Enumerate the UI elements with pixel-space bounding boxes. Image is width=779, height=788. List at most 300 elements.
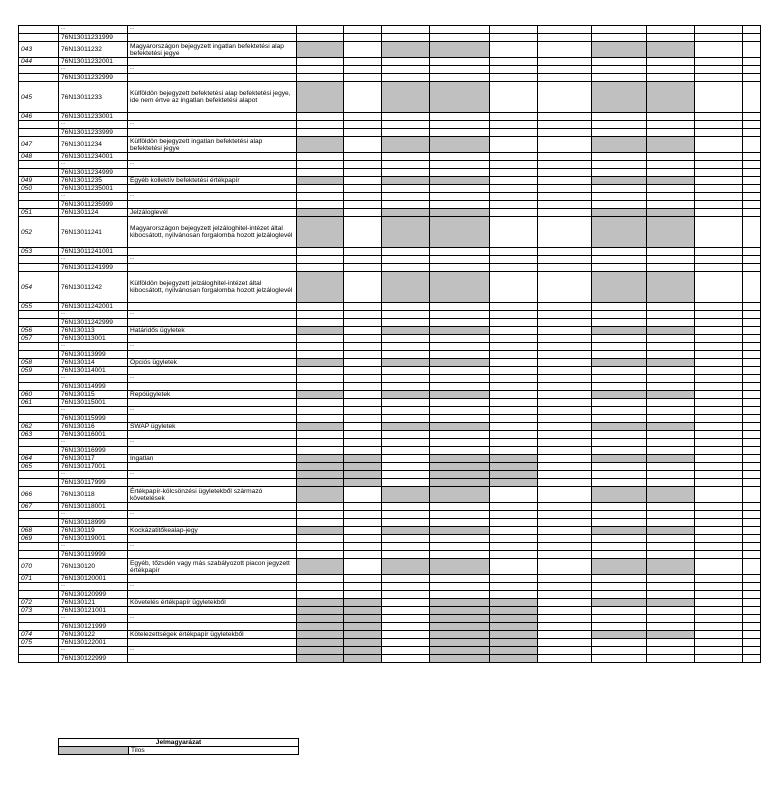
value-cell <box>382 519 430 527</box>
table-row <box>19 121 761 129</box>
row-code: 76N13011233999 <box>59 129 128 137</box>
value-cell <box>592 185 647 193</box>
row-code: 76N130119001 <box>59 535 128 543</box>
value-cell <box>490 519 538 527</box>
value-cell <box>743 209 761 217</box>
value-cell <box>297 559 344 575</box>
row-number: 051 <box>19 209 59 217</box>
row-number: 057 <box>19 335 59 343</box>
row-label: Külföldön bejegyzett ingatlan befektetési alap befektetési jegye <box>128 137 297 153</box>
value-cell <box>647 583 695 591</box>
row-label <box>128 335 297 343</box>
value-cell <box>430 583 490 591</box>
value-cell <box>297 631 344 639</box>
table-row <box>19 479 761 487</box>
value-cell <box>382 655 430 663</box>
value-cell <box>695 487 743 503</box>
value-cell <box>592 58 647 66</box>
value-cell <box>490 487 538 503</box>
row-code: 76N130117001 <box>59 463 128 471</box>
table-row-item <box>19 272 761 303</box>
row-code: 76N130120999 <box>59 591 128 599</box>
value-cell <box>344 639 382 647</box>
value-cell <box>743 543 761 551</box>
row-label <box>128 447 297 455</box>
value-cell <box>382 319 430 327</box>
row-code: 76N130115001 <box>59 399 128 407</box>
table-row <box>19 343 761 351</box>
value-cell <box>695 217 743 248</box>
value-cell <box>430 256 490 264</box>
value-cell <box>538 503 592 511</box>
value-cell <box>538 527 592 535</box>
value-cell <box>538 153 592 161</box>
value-cell <box>430 343 490 351</box>
value-cell <box>538 383 592 391</box>
value-cell <box>592 407 647 415</box>
value-cell <box>647 248 695 256</box>
value-cell <box>743 463 761 471</box>
value-cell <box>743 58 761 66</box>
value-cell <box>695 367 743 375</box>
value-cell <box>382 487 430 503</box>
row-number: 071 <box>19 575 59 583</box>
value-cell <box>490 383 538 391</box>
row-code: 76N13011233 <box>59 82 128 113</box>
value-cell <box>592 511 647 519</box>
value-cell <box>490 82 538 113</box>
row-code: 76N13011234999 <box>59 169 128 177</box>
value-cell <box>743 407 761 415</box>
value-cell <box>538 74 592 82</box>
row-label: ... <box>128 343 297 351</box>
value-cell <box>538 272 592 303</box>
value-cell <box>743 201 761 209</box>
value-cell <box>430 607 490 615</box>
value-cell <box>695 407 743 415</box>
row-code: 76N13011231999 <box>59 34 128 42</box>
row-label: Követelés értékpapír ügyletekből <box>128 599 297 607</box>
value-cell <box>592 311 647 319</box>
value-cell <box>297 193 344 201</box>
value-cell <box>344 351 382 359</box>
value-cell <box>592 655 647 663</box>
value-cell <box>297 113 344 121</box>
row-label: ... <box>128 583 297 591</box>
row-label: ... <box>128 439 297 447</box>
value-cell <box>297 599 344 607</box>
row-code: ... <box>59 511 128 519</box>
value-cell <box>297 415 344 423</box>
value-cell <box>695 399 743 407</box>
value-cell <box>297 527 344 535</box>
value-cell <box>430 463 490 471</box>
value-cell <box>538 439 592 447</box>
value-cell <box>743 272 761 303</box>
value-cell <box>695 129 743 137</box>
value-cell <box>382 415 430 423</box>
value-cell <box>647 519 695 527</box>
row-code: ... <box>59 583 128 591</box>
row-code: ... <box>59 311 128 319</box>
table-row <box>19 503 761 511</box>
value-cell <box>538 559 592 575</box>
value-cell <box>538 367 592 375</box>
value-cell <box>430 42 490 58</box>
table-row <box>19 655 761 663</box>
value-cell <box>592 455 647 463</box>
value-cell <box>490 319 538 327</box>
value-cell <box>647 34 695 42</box>
row-number <box>19 447 59 455</box>
value-cell <box>430 479 490 487</box>
value-cell <box>430 399 490 407</box>
value-cell <box>743 591 761 599</box>
value-cell <box>647 26 695 34</box>
row-label <box>128 479 297 487</box>
row-number <box>19 615 59 623</box>
legend-title: Jelmagyarázat <box>59 739 299 747</box>
value-cell <box>382 169 430 177</box>
value-cell <box>695 34 743 42</box>
value-cell <box>490 471 538 479</box>
value-cell <box>430 34 490 42</box>
value-cell <box>592 527 647 535</box>
row-label: Magyarországon bejegyzett ingatlan befektetési alap befektetési jegye <box>128 42 297 58</box>
value-cell <box>743 575 761 583</box>
row-label <box>128 591 297 599</box>
value-cell <box>344 193 382 201</box>
value-cell <box>592 303 647 311</box>
value-cell <box>538 129 592 137</box>
row-label <box>128 383 297 391</box>
value-cell <box>382 66 430 74</box>
value-cell <box>647 303 695 311</box>
row-code: 76N1301124 <box>59 209 128 217</box>
table-row <box>19 551 761 559</box>
row-number <box>19 623 59 631</box>
value-cell <box>592 551 647 559</box>
row-label: ... <box>128 193 297 201</box>
value-cell <box>647 161 695 169</box>
value-cell <box>382 256 430 264</box>
value-cell <box>344 599 382 607</box>
value-cell <box>592 583 647 591</box>
data-table <box>18 25 761 663</box>
value-cell <box>490 655 538 663</box>
value-cell <box>490 375 538 383</box>
value-cell <box>382 647 430 655</box>
value-cell <box>382 391 430 399</box>
value-cell <box>695 351 743 359</box>
row-number <box>19 519 59 527</box>
row-label <box>128 319 297 327</box>
value-cell <box>490 303 538 311</box>
value-cell <box>538 511 592 519</box>
value-cell <box>743 519 761 527</box>
value-cell <box>382 351 430 359</box>
value-cell <box>743 615 761 623</box>
value-cell <box>538 535 592 543</box>
value-cell <box>647 639 695 647</box>
value-cell <box>695 272 743 303</box>
row-label <box>128 535 297 543</box>
value-cell <box>382 559 430 575</box>
value-cell <box>538 209 592 217</box>
value-cell <box>592 399 647 407</box>
row-code: 76N13011235999 <box>59 201 128 209</box>
row-number: 070 <box>19 559 59 575</box>
value-cell <box>743 217 761 248</box>
row-number: 058 <box>19 359 59 367</box>
value-cell <box>647 359 695 367</box>
value-cell <box>490 201 538 209</box>
value-cell <box>430 559 490 575</box>
value-cell <box>382 248 430 256</box>
row-label: Jelzáloglevél <box>128 209 297 217</box>
value-cell <box>592 209 647 217</box>
row-label <box>128 58 297 66</box>
row-label <box>128 367 297 375</box>
value-cell <box>430 551 490 559</box>
value-cell <box>430 543 490 551</box>
value-cell <box>647 82 695 113</box>
table-row <box>19 66 761 74</box>
value-cell <box>538 169 592 177</box>
table-row <box>19 113 761 121</box>
row-label <box>128 607 297 615</box>
table-row <box>19 591 761 599</box>
value-cell <box>430 311 490 319</box>
value-cell <box>538 423 592 431</box>
row-number: 050 <box>19 185 59 193</box>
value-cell <box>743 423 761 431</box>
value-cell <box>382 82 430 113</box>
value-cell <box>430 623 490 631</box>
row-number <box>19 479 59 487</box>
value-cell <box>430 201 490 209</box>
table-row <box>19 34 761 42</box>
value-cell <box>382 431 430 439</box>
value-cell <box>344 575 382 583</box>
row-number: 069 <box>19 535 59 543</box>
value-cell <box>592 591 647 599</box>
value-cell <box>490 161 538 169</box>
value-cell <box>647 311 695 319</box>
value-cell <box>647 264 695 272</box>
value-cell <box>647 383 695 391</box>
row-label: Ingatlan <box>128 455 297 463</box>
value-cell <box>382 447 430 455</box>
value-cell <box>382 383 430 391</box>
value-cell <box>538 543 592 551</box>
value-cell <box>695 248 743 256</box>
value-cell <box>297 42 344 58</box>
table-row <box>19 58 761 66</box>
value-cell <box>538 615 592 623</box>
value-cell <box>344 66 382 74</box>
value-cell <box>297 607 344 615</box>
value-cell <box>743 535 761 543</box>
value-cell <box>382 74 430 82</box>
row-label: ... <box>128 471 297 479</box>
value-cell <box>592 121 647 129</box>
value-cell <box>297 82 344 113</box>
value-cell <box>344 169 382 177</box>
value-cell <box>592 359 647 367</box>
row-number <box>19 471 59 479</box>
row-code: 76N130118999 <box>59 519 128 527</box>
row-label <box>128 415 297 423</box>
value-cell <box>297 248 344 256</box>
value-cell <box>430 113 490 121</box>
value-cell <box>538 311 592 319</box>
row-label <box>128 399 297 407</box>
value-cell <box>297 479 344 487</box>
value-cell <box>538 327 592 335</box>
value-cell <box>695 423 743 431</box>
row-label <box>128 264 297 272</box>
row-label: ... <box>128 511 297 519</box>
row-code: ... <box>59 161 128 169</box>
table-row <box>19 129 761 137</box>
row-number <box>19 311 59 319</box>
table-row-item <box>19 327 761 335</box>
value-cell <box>490 559 538 575</box>
value-cell <box>344 431 382 439</box>
table-row-item <box>19 559 761 575</box>
value-cell <box>490 335 538 343</box>
value-cell <box>430 129 490 137</box>
value-cell <box>490 169 538 177</box>
row-label: ... <box>128 26 297 34</box>
value-cell <box>592 383 647 391</box>
value-cell <box>647 487 695 503</box>
value-cell <box>490 527 538 535</box>
value-cell <box>430 185 490 193</box>
value-cell <box>743 527 761 535</box>
value-cell <box>297 519 344 527</box>
row-code: 76N130119 <box>59 527 128 535</box>
row-number <box>19 647 59 655</box>
value-cell <box>430 655 490 663</box>
value-cell <box>538 264 592 272</box>
value-cell <box>592 343 647 351</box>
value-cell <box>592 479 647 487</box>
row-code: 76N13011241 <box>59 217 128 248</box>
value-cell <box>538 193 592 201</box>
value-cell <box>592 193 647 201</box>
row-number: 056 <box>19 327 59 335</box>
value-cell <box>490 575 538 583</box>
row-number: 046 <box>19 113 59 121</box>
value-cell <box>743 319 761 327</box>
value-cell <box>743 26 761 34</box>
row-code: 76N130116 <box>59 423 128 431</box>
table-row <box>19 303 761 311</box>
value-cell <box>382 439 430 447</box>
value-cell <box>647 327 695 335</box>
value-cell <box>430 193 490 201</box>
row-label: SWAP ügyletek <box>128 423 297 431</box>
row-code: 76N130114 <box>59 359 128 367</box>
row-label: Magyarországon bejegyzett jelzáloghitel-intézet által kibocsátott, nyilvánosan forgalomba hozott jelzáloglevél <box>128 217 297 248</box>
row-code: 76N130116999 <box>59 447 128 455</box>
value-cell <box>382 34 430 42</box>
value-cell <box>490 615 538 623</box>
value-cell <box>430 137 490 153</box>
table-row <box>19 264 761 272</box>
value-cell <box>490 607 538 615</box>
value-cell <box>297 217 344 248</box>
value-cell <box>743 375 761 383</box>
table-row-item <box>19 82 761 113</box>
value-cell <box>344 113 382 121</box>
value-cell <box>430 391 490 399</box>
value-cell <box>743 153 761 161</box>
value-cell <box>647 185 695 193</box>
value-cell <box>695 511 743 519</box>
value-cell <box>297 185 344 193</box>
row-number <box>19 319 59 327</box>
value-cell <box>382 591 430 599</box>
row-label <box>128 303 297 311</box>
value-cell <box>538 42 592 58</box>
value-cell <box>490 42 538 58</box>
value-cell <box>743 193 761 201</box>
row-number <box>19 375 59 383</box>
value-cell <box>430 591 490 599</box>
row-label: ... <box>128 647 297 655</box>
row-code: 76N13011235001 <box>59 185 128 193</box>
legend <box>58 738 299 755</box>
row-number <box>19 264 59 272</box>
value-cell <box>297 343 344 351</box>
value-cell <box>297 256 344 264</box>
value-cell <box>490 248 538 256</box>
row-code: 76N130113999 <box>59 351 128 359</box>
value-cell <box>695 66 743 74</box>
value-cell <box>592 599 647 607</box>
row-code: 76N130118 <box>59 487 128 503</box>
value-cell <box>344 519 382 527</box>
table-row <box>19 471 761 479</box>
value-cell <box>538 201 592 209</box>
row-number <box>19 193 59 201</box>
value-cell <box>695 137 743 153</box>
value-cell <box>490 343 538 351</box>
row-number <box>19 415 59 423</box>
value-cell <box>297 327 344 335</box>
value-cell <box>647 201 695 209</box>
value-cell <box>538 431 592 439</box>
value-cell <box>647 471 695 479</box>
row-label <box>128 113 297 121</box>
value-cell <box>344 623 382 631</box>
value-cell <box>538 407 592 415</box>
value-cell <box>592 153 647 161</box>
value-cell <box>344 407 382 415</box>
value-cell <box>430 575 490 583</box>
value-cell <box>382 327 430 335</box>
value-cell <box>430 303 490 311</box>
value-cell <box>592 639 647 647</box>
value-cell <box>297 447 344 455</box>
row-code: 76N13011233001 <box>59 113 128 121</box>
value-cell <box>382 153 430 161</box>
value-cell <box>344 455 382 463</box>
value-cell <box>430 455 490 463</box>
